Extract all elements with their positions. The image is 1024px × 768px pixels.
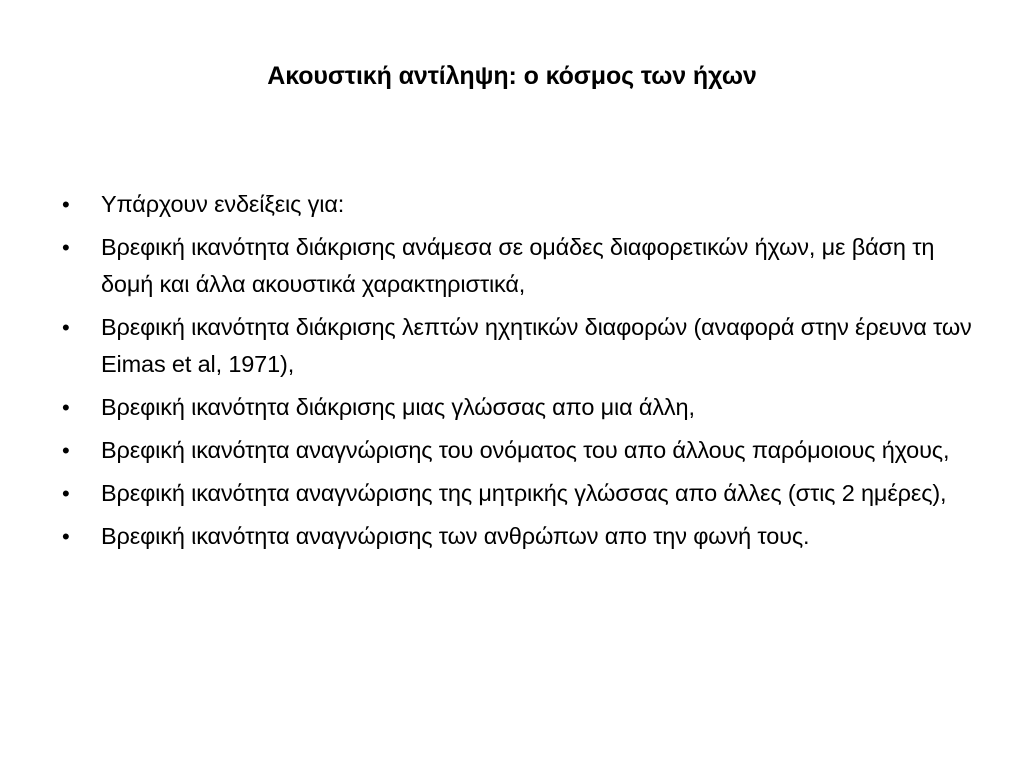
bullet-text: Βρεφική ικανότητα αναγνώρισης του ονόματος του απο άλλους παρόμοιους ήχους,	[101, 437, 950, 463]
bullet-text: Βρεφική ικανότητα διάκρισης ανάμεσα σε ομάδες διαφορετικών ήχων, με βάση τη δομή και άλλα ακουστικά χαρακτηριστικά,	[101, 234, 935, 297]
bullet-icon: •	[62, 481, 70, 506]
bullet-icon: •	[62, 524, 70, 549]
bullet-icon: •	[62, 235, 70, 260]
bullet-text: Βρεφική ικανότητα αναγνώρισης της μητρικής γλώσσας απο άλλες (στις 2 ημέρες),	[101, 480, 947, 506]
bullet-text: Βρεφική ικανότητα διάκρισης λεπτών ηχητικών διαφορών (αναφορά στην έρευνα των Eimas et al, 1971),	[101, 314, 972, 377]
slide-title: Ακουστική αντίληψη: ο κόσμος των ήχων	[267, 62, 757, 90]
bullet-text: Βρεφική ικανότητα αναγνώρισης των ανθρώπων απο την φωνή τους.	[101, 523, 810, 549]
bullet-text: Υπάρχουν ενδείξεις για:	[101, 191, 345, 217]
bullet-icon: •	[62, 315, 70, 340]
bullet-item-4	[62, 432, 972, 469]
bullet-list	[62, 186, 972, 561]
bullet-item-6	[62, 518, 972, 555]
bullet-item-2	[62, 309, 972, 383]
bullet-icon: •	[62, 395, 70, 420]
bullet-icon: •	[62, 192, 70, 217]
bullet-icon: •	[62, 438, 70, 463]
bullet-item-1	[62, 229, 972, 303]
bullet-item-3	[62, 389, 972, 426]
bullet-text: Βρεφική ικανότητα διάκρισης μιας γλώσσας απο μια άλλη,	[101, 394, 695, 420]
bullet-item-5	[62, 475, 972, 512]
bullet-item-0	[62, 186, 972, 223]
